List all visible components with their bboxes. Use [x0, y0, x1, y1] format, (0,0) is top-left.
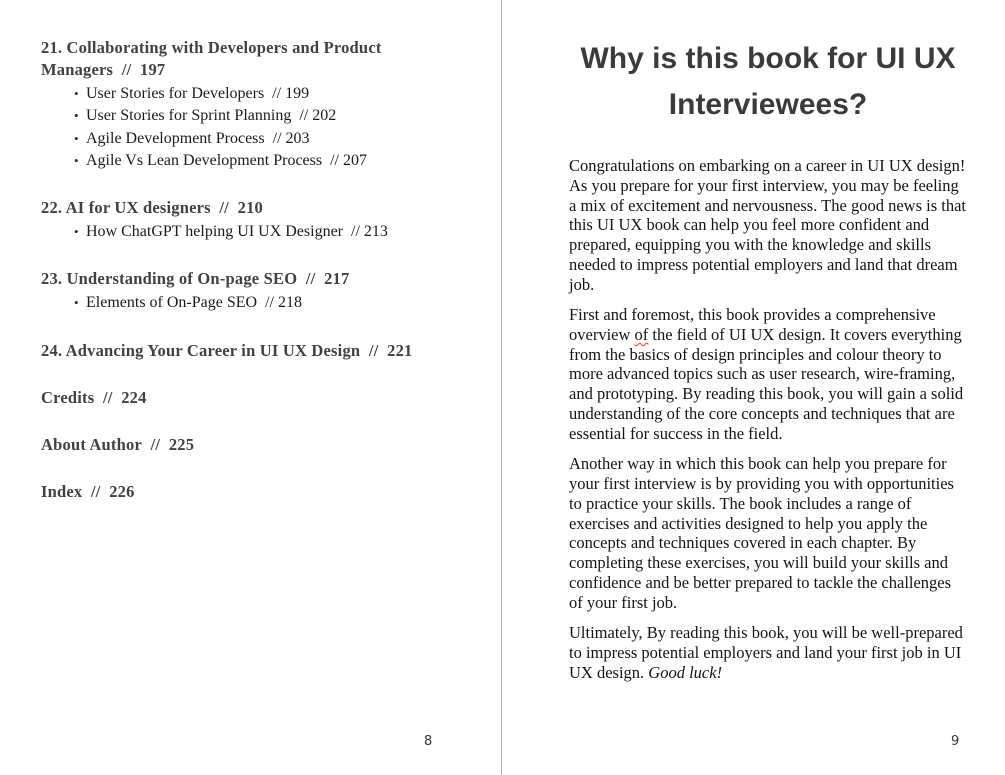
paragraph	[569, 305, 966, 444]
toc-chapter-title: About Author // 225	[41, 434, 195, 454]
toc-chapter-title: 21. Collaborating with Developers and Product Managers // 197	[41, 38, 382, 79]
toc-chapter-title: Index // 226	[41, 481, 135, 501]
toc-subitem: • Agile Development Process // 203	[41, 128, 437, 150]
right-page	[502, 0, 1005, 775]
toc-list	[41, 37, 437, 528]
toc-section	[41, 197, 437, 243]
paragraph	[569, 623, 966, 682]
paragraph	[569, 156, 966, 295]
toc-section	[41, 37, 437, 172]
toc-subitem: • Elements of On-Page SEO // 218	[41, 292, 437, 314]
text-segment: Ultimately, By reading this book, you will be well-prepared to impress potential employers and land your first job in UI UX design.	[569, 623, 963, 682]
toc-section	[41, 434, 437, 456]
misspelled-word: of	[634, 324, 649, 344]
italic-text: Good luck!	[648, 662, 723, 682]
text-segment: Another way in which this book can help you prepare for your first interview is by providing you with opportunities to practice your skills. The book includes a range of exercises and activities designed to help you apply the concepts and techniques covered in each chapter. By completing these exercises, you will build your skills and confidence and be better prepared to tackle the challenges of your first job.	[569, 454, 954, 612]
text-segment: First and foremost, this book provides a comprehensive overview	[569, 305, 936, 344]
toc-subitem: • User Stories for Developers // 199	[41, 83, 437, 105]
paragraph	[569, 454, 966, 612]
toc-chapter-title: Credits // 224	[41, 387, 147, 407]
left-page	[0, 0, 501, 775]
page-number-right: 9	[951, 734, 960, 749]
page-heading: Why is this book for UI UX Interviewees?	[580, 42, 956, 121]
toc-section	[41, 268, 437, 314]
page-number-left: 8	[424, 734, 433, 749]
text-segment: the field of UI UX design. It covers everything from the basics of design principles and colour theory to more advanced topics such as user research, wire-framing, and prototyping. By reading this book, you will gain a solid understanding of the core concepts and techniques that are essential for success in the field.	[569, 324, 964, 443]
toc-subitem-list	[41, 83, 437, 172]
body-text	[569, 156, 966, 682]
toc-subitem-list	[41, 292, 437, 314]
toc-subitem: • How ChatGPT helping UI UX Designer // 213	[41, 221, 437, 243]
toc-section	[41, 387, 437, 409]
toc-subitem: • Agile Vs Lean Development Process // 207	[41, 150, 437, 172]
toc-section	[41, 481, 437, 503]
toc-chapter-title: 23. Understanding of On-page SEO // 217	[41, 269, 350, 289]
toc-chapter-title: 24. Advancing Your Career in UI UX Design // 221	[41, 340, 413, 360]
toc-subitem-list	[41, 221, 437, 243]
toc-chapter-title: 22. AI for UX designers // 210	[41, 198, 263, 218]
toc-section	[41, 340, 437, 362]
text-segment: Congratulations on embarking on a career in UI UX design! As you prepare for your first interview, you may be feeling a mix of excitement and nervousness. The good news is that this UI UX book can help you feel more confident and prepared, equipping you with the knowledge and skills needed to impress potential employers and land that dream job.	[569, 156, 966, 294]
toc-subitem: • User Stories for Sprint Planning // 202	[41, 105, 437, 127]
